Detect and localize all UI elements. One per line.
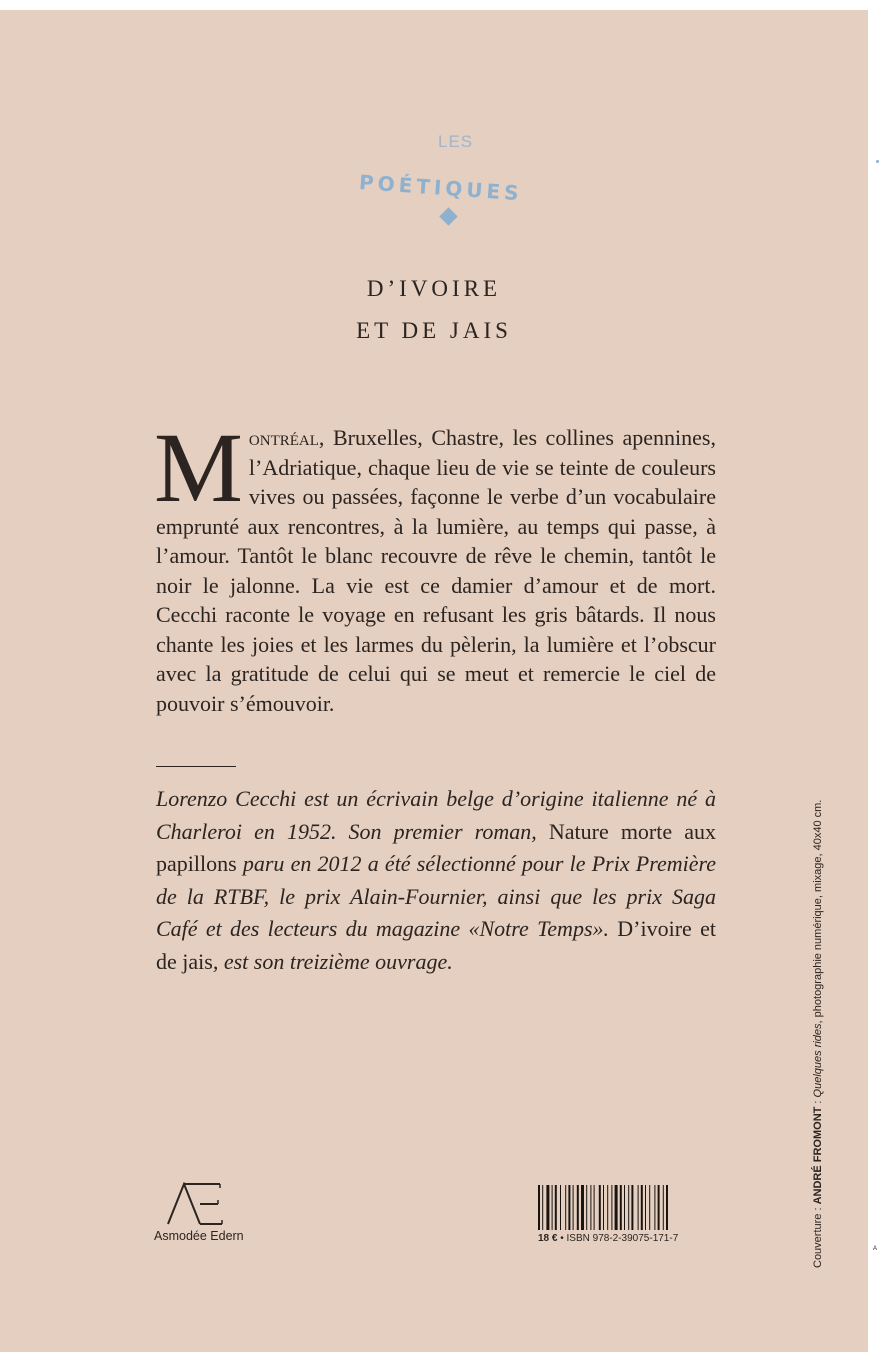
edge-dot-icon	[876, 160, 879, 163]
edge-mark: A	[873, 1246, 878, 1252]
section-divider	[156, 766, 236, 767]
credit-separator: :	[812, 1097, 824, 1107]
blurb-first-word: ontréal	[248, 425, 319, 450]
bio-part-3: , est son treizième ouvrage.	[212, 948, 453, 974]
author-bio	[156, 783, 716, 978]
drop-cap: M	[154, 412, 243, 523]
blurb-paragraph	[154, 412, 716, 718]
isbn: • ISBN 978-2-39075-171-7	[557, 1233, 679, 1244]
bio-book-1: Nature morte aux papillons	[156, 818, 717, 876]
blurb-text: , Bruxelles, Chastre, les collines apennines, l’Adriatique, chaque lieu de vie se teinte de couleurs vives ou passées, façonne le verbe d’un vocabulaire emprunté aux rencontres, à la lumière, au temps qui passe, à l’amour. Tantôt le blanc recouvre de rêve le chemin, tantôt le noir le jalonne. La vie est ce damier d’amour et de mort. Cecchi raconte le voyage en refusant les gris bâtards. Il nous chante les joies et les larmes du pèlerin, la lumière et l’obscur avec la gratitude de celui qui se meut et remercie le ciel de pouvoir s’émouvoir.	[156, 425, 716, 716]
credit-details: , photographie numérique, mixage, 40x40 cm.	[812, 799, 824, 1024]
series-prefix: LES	[438, 132, 474, 151]
series-name: POÉTIQUES	[358, 170, 524, 206]
bio-book-2: D’ivoire et de jais	[156, 916, 716, 974]
credit-label: Couverture :	[812, 1204, 824, 1268]
book-title-line-1: D’IVOIRE	[366, 276, 502, 301]
bio-part-1: Lorenzo Cecchi est un écrivain belge d’origine italienne né à Charleroi en 1952. Son premier roman,	[156, 786, 716, 844]
bio-part-2: paru en 2012 a été sélectionné pour le Prix Première de la RTBF, le prix Alain-Fournier, ainsi que les prix Saga Café et des lecteurs du magazine «Notre Temps».	[156, 851, 716, 941]
publisher-logo-icon	[164, 1182, 234, 1226]
book-title-line-2: ET DE JAIS	[356, 318, 512, 343]
credit-work: Quelques rides	[812, 1023, 824, 1098]
publisher-name: Asmodée Edern	[154, 1229, 244, 1243]
barcode-icon	[538, 1185, 698, 1230]
credit-artist: ANDRÉ FROMONT	[812, 1106, 824, 1205]
cover-credit	[812, 800, 824, 1268]
price: 18 €	[538, 1233, 558, 1244]
price-isbn-line	[538, 1233, 678, 1244]
